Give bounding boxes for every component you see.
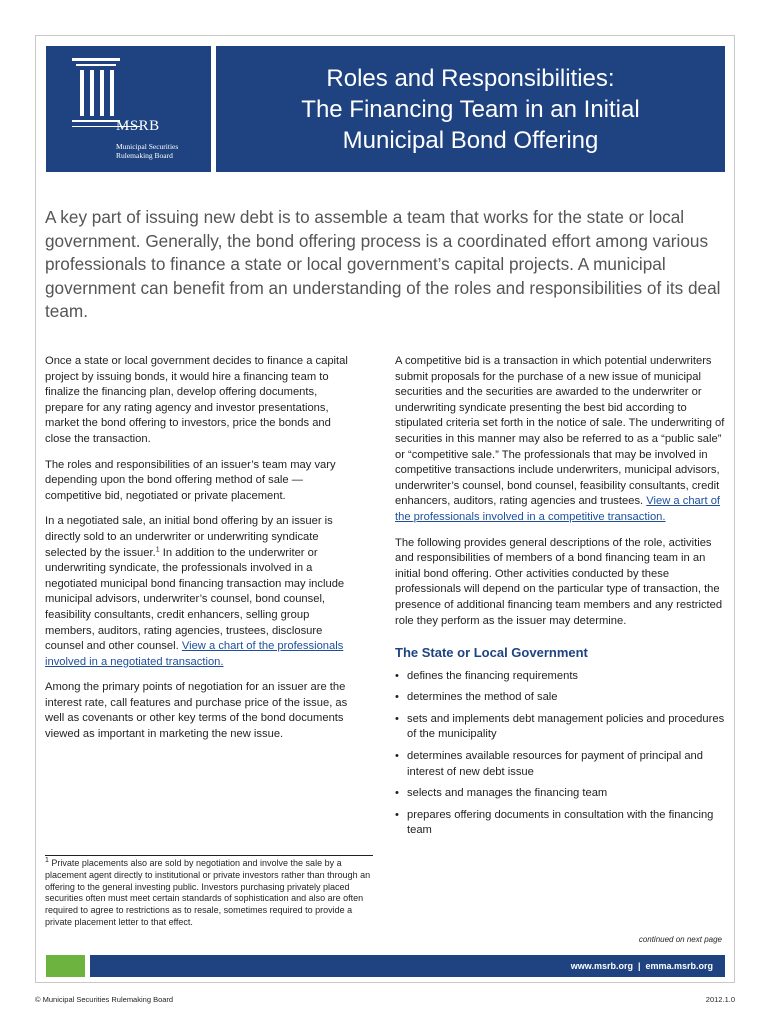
logo-subtitle: Municipal Securities Rulemaking Board [116, 142, 179, 160]
list-item: • defines the financing requirements [395, 669, 727, 685]
paragraph: The roles and responsibilities of an issuer’s team may vary depending upon the bond offering method of sale — competitive bid, negotiated or private placement. [45, 458, 336, 502]
paragraph-text: In addition to the underwriter or underwriting syndicate, the professionals involved in a negotiated municipal bond financing transaction may include municipal advisors, underwriter’s counsel, bond counsel, feasibility consultants, credit enhancers, selling group members, auditors, rating agencies, trustees, disclosure counsel and other counsel. [45, 546, 345, 653]
negotiated-chart-link[interactable]: View a chart of the professionals involved in a negotiated transaction. [45, 640, 344, 668]
list-item: • selects and manages the financing team [395, 786, 727, 802]
right-column [395, 354, 727, 845]
left-column [45, 354, 355, 753]
paragraph [45, 514, 355, 670]
title-line-3: Municipal Bond Offering [342, 126, 599, 154]
footer-bar [90, 955, 725, 977]
section-heading: The State or Local Government [395, 645, 588, 661]
accent-block [46, 955, 85, 977]
paragraph: Once a state or local government decides to finance a capital project by issuing bonds, it would hire a financing team to finalize the financing plan, develop offering documents, prepare for any rating agency and investor presentations, market the bond offering to investors, price the bonds and close the transaction. [45, 355, 348, 445]
footer-links[interactable]: www.msrb.org | emma.msrb.org [570, 961, 713, 971]
footnote-ref: 1 [155, 545, 160, 553]
msrb-logo [46, 46, 211, 172]
competitive-chart-link[interactable]: View a chart of the professionals involved in a competitive transaction. [395, 495, 721, 523]
document-page [35, 35, 735, 983]
title-line-2: The Financing Team in an Initial [301, 95, 640, 123]
title-line-1: Roles and Responsibilities: [326, 64, 615, 92]
paragraph: Among the primary points of negotiation for an issuer are the interest rate, call features and purchase price of the issue, as well as covenants or other key terms of the bond documents viewed as important in marketing the new issue. [45, 681, 348, 741]
intro-paragraph: A key part of issuing new debt is to assemble a team that works for the state or local government. Generally, the bond offering process is a coordinated effort among various professionals to finance a state or local government’s capital projects. A municipal government can benefit from an understanding of the roles and responsibilities of its deal team. [45, 207, 721, 321]
responsibility-list [395, 669, 727, 839]
list-item: • prepares offering documents in consultation with the financing team [395, 808, 727, 839]
list-item: • sets and implements debt management policies and procedures of the municipality [395, 712, 727, 743]
page-title [216, 46, 725, 172]
footnote-divider [45, 855, 373, 856]
footnote [45, 858, 377, 929]
paragraph [395, 354, 727, 526]
version-number: 2012.1.0 [705, 995, 735, 1004]
footnote-number: 1 [45, 857, 49, 864]
list-item: • determines the method of sale [395, 690, 727, 706]
paragraph: The following provides general descriptions of the role, activities and responsibilities of members of a bond financing team in an initial bond offering. Other activities conducted by these professionals will depend on the particular type of transaction, the presence of additional financing team members and any restricted role they perform as the issuer may determine. [395, 536, 723, 627]
footnote-text: Private placements also are sold by negotiation and involve the sale by a placement agent directly to institutional or private investors rather than through an offering to the general investing public. Investors purchasing privately placed securities often must meet certain standards of sophistication and also are often required to agree to restrictions as to resale, sometimes required to provide a private placement letter to that effect. [45, 858, 371, 927]
copyright: © Municipal Securities Rulemaking Board [35, 995, 174, 1004]
list-item: • determines available resources for payment of principal and interest of new debt issue [395, 749, 727, 780]
paragraph-text: In a negotiated sale, an initial bond offering by an issuer is directly sold to an underwriter or underwriting syndicate selected by the issuer. [45, 515, 333, 559]
logo-name: MSRB [116, 118, 160, 134]
paragraph-text: A competitive bid is a transaction in which potential underwriters submit proposals for the purchase of a new issue of municipal securities and the securities are awarded to the underwriter or underwriting syndicate presenting the best bid according to stipulated criteria set forth in the notice of sale. The underwriting of securities in this manner may also be referred to as a “public sale” or “competitive sale.” The professionals that may be involved in competitive transactions include underwriters, municipal advisors, underwriter’s counsel, bond counsel, feasibility consultants, credit enhancers, auditors, rating agencies and trustees. [395, 355, 725, 508]
continued-note: continued on next page [638, 935, 722, 944]
